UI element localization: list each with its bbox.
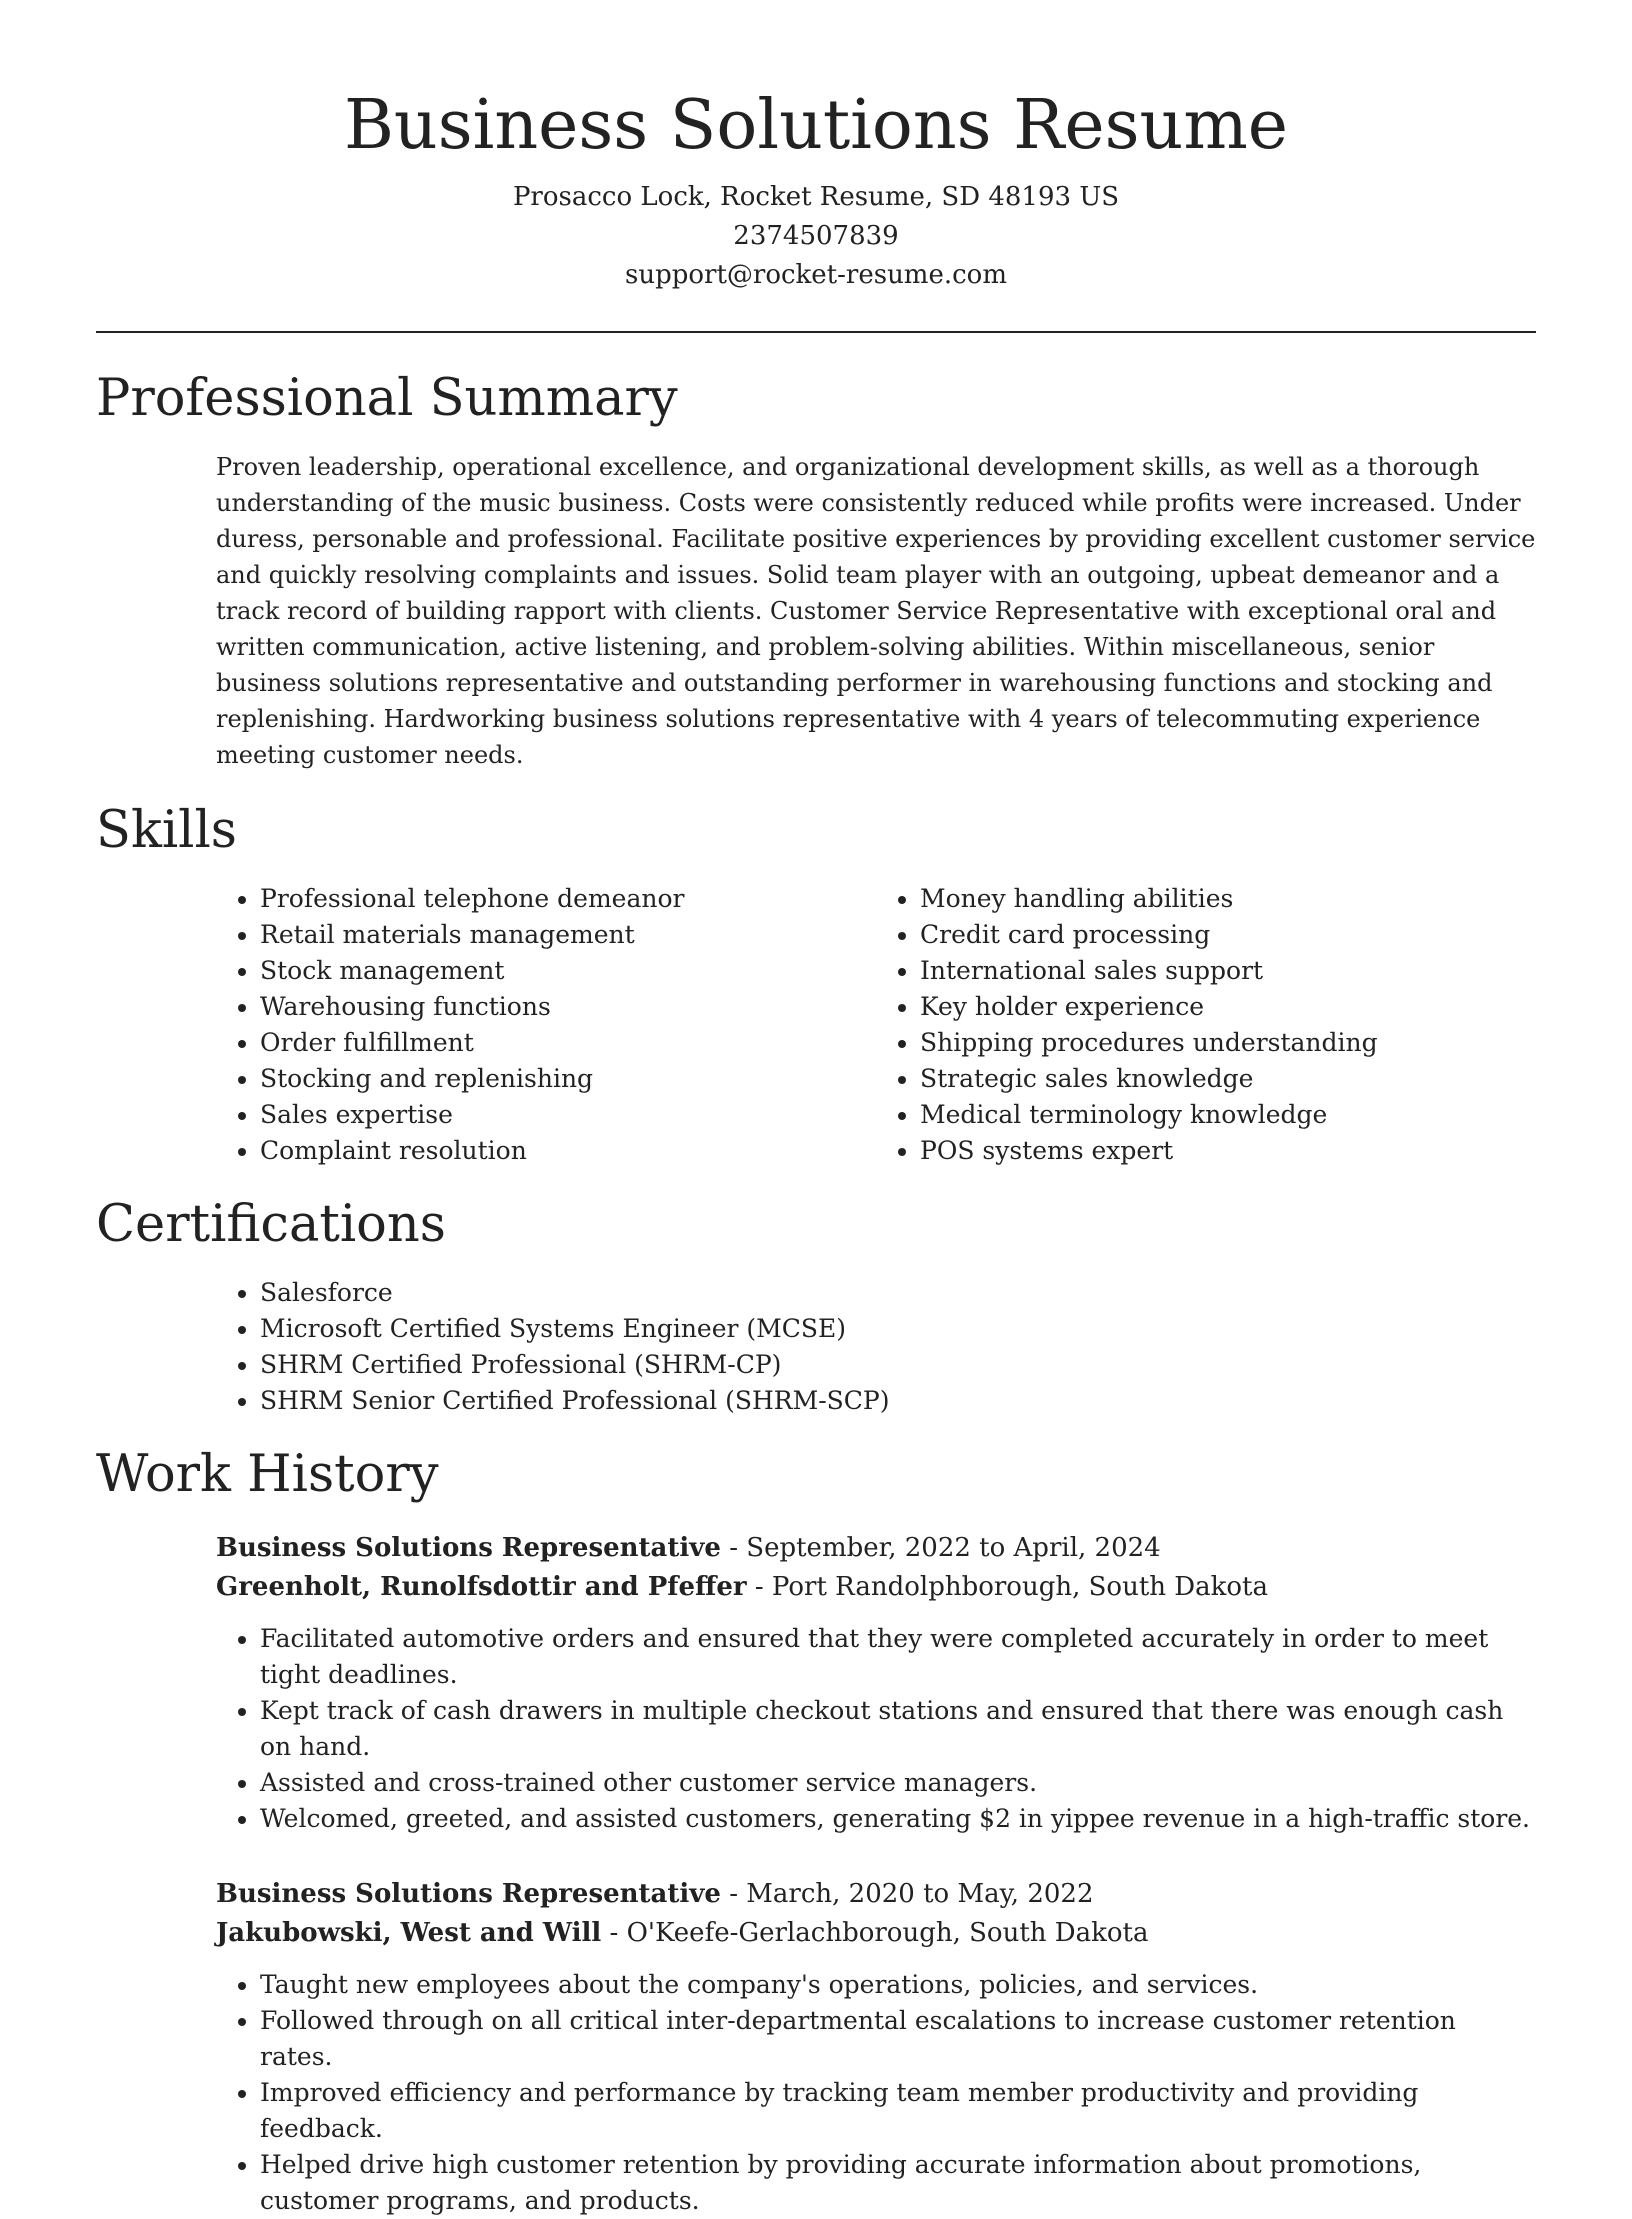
list-item: • Strategic sales knowledge — [920, 1061, 1536, 1097]
section-heading: Work History — [96, 1445, 439, 1504]
list-item: • Complaint resolution — [260, 1133, 876, 1169]
section-heading: Skills — [96, 801, 237, 860]
skills-section — [96, 801, 1536, 1169]
header-divider — [96, 331, 1536, 333]
separator: - — [746, 1572, 772, 1602]
skills-list-left — [216, 881, 876, 1169]
certifications-list — [216, 1275, 1536, 1419]
list-item: • Facilitated automotive orders and ensured that they were completed accurately in order to meet tight deadlines. — [260, 1621, 1536, 1693]
separator: - — [601, 1918, 627, 1948]
list-item: • Helped drive high customer retention by providing accurate information about promotions, customer programs, and products. — [260, 2147, 1536, 2219]
list-item: • POS systems expert — [920, 1133, 1536, 1169]
list-item: • Order fulfillment — [260, 1025, 876, 1061]
list-item: • Medical terminology knowledge — [920, 1097, 1536, 1133]
list-item: • Key holder experience — [920, 989, 1536, 1025]
job-title: Business Solutions Representative — [216, 1879, 721, 1909]
list-item: • Salesforce — [260, 1275, 1536, 1311]
job-title: Business Solutions Representative — [216, 1533, 721, 1563]
list-item: • Microsoft Certified Systems Engineer (MCSE) — [260, 1311, 1536, 1347]
contact-info — [96, 178, 1536, 295]
job-bullets — [216, 1967, 1536, 2219]
list-item: • Assisted and cross-trained other customer service managers. — [260, 1765, 1536, 1801]
job-dates: September, 2022 to April, 2024 — [746, 1533, 1161, 1563]
list-item: • Money handling abilities — [920, 881, 1536, 917]
job-location: O'Keefe-Gerlachborough, South Dakota — [626, 1918, 1149, 1948]
job-bullets — [216, 1621, 1536, 1837]
company-line — [216, 1914, 1536, 1953]
list-item: • SHRM Certified Professional (SHRM-CP) — [260, 1347, 1536, 1383]
list-item: • Kept track of cash drawers in multiple checkout stations and ensured that there was enough cash on hand. — [260, 1693, 1536, 1765]
list-item: • Credit card processing — [920, 917, 1536, 953]
company-name: Greenholt, Runolfsdottir and Pfeffer — [216, 1572, 747, 1602]
address: Prosacco Lock, Rocket Resume, SD 48193 US — [512, 182, 1120, 212]
list-item: • Welcomed, greeted, and assisted customers, generating $2 in yippee revenue in a high-traffic store. — [260, 1801, 1536, 1837]
list-item: • Sales expertise — [260, 1097, 876, 1133]
job-entry — [216, 1875, 1536, 2219]
section-heading: Professional Summary — [96, 369, 678, 428]
company-name: Jakubowski, West and Will — [216, 1918, 602, 1948]
list-item: • Stock management — [260, 953, 876, 989]
separator: - — [720, 1879, 747, 1909]
professional-summary-section — [96, 369, 1536, 773]
list-item: • Warehousing functions — [260, 989, 876, 1025]
resume-title: Business Solutions Resume — [343, 86, 1289, 165]
list-item: • Taught new employees about the company's operations, policies, and services. — [260, 1967, 1536, 2003]
list-item: • Retail materials management — [260, 917, 876, 953]
list-item: • Professional telephone demeanor — [260, 881, 876, 917]
job-location: Port Randolphborough, South Dakota — [771, 1572, 1268, 1602]
phone: 2374507839 — [733, 221, 899, 251]
work-history-section — [96, 1445, 1536, 2219]
resume-header — [96, 0, 1536, 295]
list-item: • Followed through on all critical inter-departmental escalations to increase customer retention rates. — [260, 2003, 1536, 2075]
job-entry — [216, 1529, 1536, 1837]
separator: - — [720, 1533, 747, 1563]
skills-list-right — [876, 881, 1536, 1169]
section-heading: Certifications — [96, 1195, 446, 1254]
job-title-line — [216, 1875, 1536, 1914]
job-title-line — [216, 1529, 1536, 1568]
company-line — [216, 1568, 1536, 1607]
list-item: • SHRM Senior Certified Professional (SHRM-SCP) — [260, 1383, 1536, 1419]
list-item: • Improved efficiency and performance by tracking team member productivity and providing feedback. — [260, 2075, 1536, 2147]
certifications-section — [96, 1195, 1536, 1419]
list-item: • Shipping procedures understanding — [920, 1025, 1536, 1061]
summary-text: Proven leadership, operational excellence, and organizational development skills, as well as a thorough understanding of the music business. Costs were consistently reduced while profits were increased. Under duress, personable and professional. Facilitate positive experiences by providing excellent customer service and quickly resolving complaints and issues. Solid team player with an outgoing, upbeat demeanor and a track record of building rapport with clients. Customer Service Representative with exceptional oral and written communication, active listening, and problem-solving abilities. Within miscellaneous, senior business solutions representative and outstanding performer in warehousing functions and stocking and replenishing. Hardworking business solutions representative with 4 years of telecommuting experience meeting customer needs. — [216, 453, 1536, 769]
list-item: • Stocking and replenishing — [260, 1061, 876, 1097]
list-item: • International sales support — [920, 953, 1536, 989]
job-dates: March, 2020 to May, 2022 — [746, 1879, 1094, 1909]
email: support@rocket-resume.com — [624, 260, 1007, 290]
